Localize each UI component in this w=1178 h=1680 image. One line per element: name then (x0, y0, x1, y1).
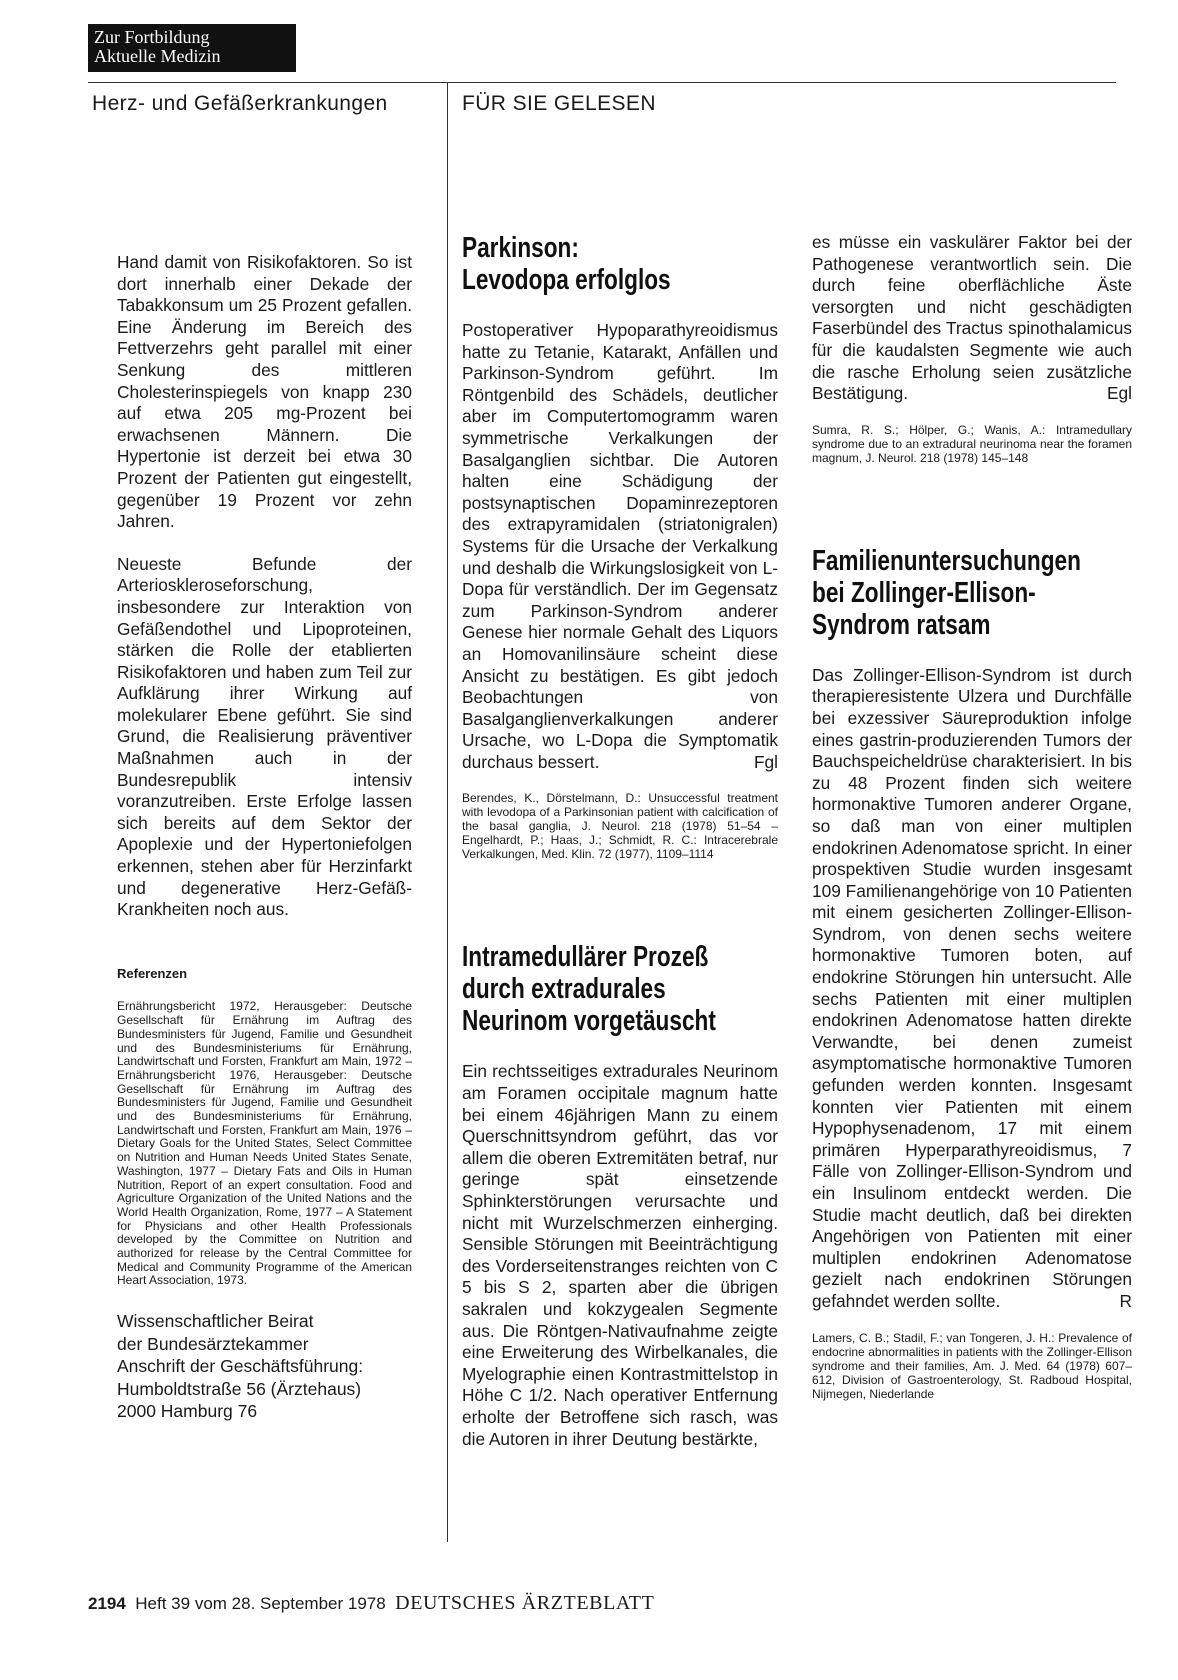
headline-line: Parkinson: (462, 232, 579, 264)
article-reference: Sumra, R. S.; Hölper, G.; Wanis, A.: Intramedullary syndrome due to an extradural neurinoma near the foramen magnum, J. Neurol. 218 (1978) 145–148 (812, 422, 1132, 465)
article-body: Postoperativer Hypoparathyreoidismus hatte zu Tetanie, Katarakt, Anfällen und Parkinson-Syndrom geführt. Im Röntgenbild des Schädels, deutlicher aber im Computertomogramm waren symmetrische Verkalkungen der Basalganglien sichtbar. Die Autoren halten eine Schädigung der postsynaptischen Dopaminrezeptoren des extrapyramidalen (striatonigralen) Systems für die Ursache der Verkalkung und deshalb die Wirkungslosigkeit von L-Dopa für verständlich. Der im Gegensatz zum Parkinson-Syndrom anderer Genese hier normale Gehalt des Liquors an Homovanilinsäure scheint diese Ansicht zu bestätigen. Es gibt jedoch Beobachtungen von Basalganglienverkalkungen anderer Ursache, wo L-Dopa die Symptomatik durchaus bessert. (462, 320, 778, 772)
headline-line: Syndrom ratsam (812, 608, 991, 641)
body-paragraph: Neueste Befunde der Arterioskleroseforschung, insbesondere zur Interaktion von Gefäßendothel und Lipoproteinen, stärken die Rolle der etablierten Risikofaktoren und haben zum Teil zur Aufklärung ihrer Wirkung auf molekularer Ebene geführt. Sie sind Grund, die Realisierung präventiver Maßnahmen auch in der Bundesrepublik intensiv voranzutreiben. Erste Erfolge lassen sich bereits auf dem Sektor der Apoplexie und der Hypertoniefolgen erkennen, stehen aber für Herzinfarkt und degenerative Herz-Gefäß-Krankheiten noch aus. (117, 553, 412, 920)
journal-name: DEUTSCHES ÄRZTEBLATT (395, 1592, 655, 1614)
article-body-continued: es müsse ein vaskulärer Faktor bei der Pathogenese verantwortlich sein. Die durch feine oberflächliche Äste versorgten und nicht geschädigten Faserbündel des Tractus spinothalamicus für die kaudalsten Segmente wie auch die rasche Erholung seien zusätzliche Bestätigung. (812, 232, 1132, 404)
body-paragraph: Hand damit von Risikofaktoren. So ist dort innerhalb einer Dekade der Tabakkonsum um 25 Prozent gefallen. Eine Änderung im Bereich des Fettverzehrs geht parallel mit einer Senkung des mittleren Cholesterinspiegels von knapp 230 auf etwa 205 mg-Prozent bei erwachsenen Männern. Die Hypertonie ist derzeit bei etwa 30 Prozent der Patienten gut eingestellt, gegenüber 19 Prozent vor zehn Jahren. (117, 252, 412, 532)
column-right (812, 232, 1132, 1401)
article-headline (462, 232, 777, 296)
editorial-board-line: der Bundesärztekammer (117, 1333, 309, 1354)
page-footer (88, 1592, 654, 1615)
section-tag (88, 24, 296, 72)
section-tag-line2: Aktuelle Medizin (94, 46, 221, 66)
editorial-board-line: Wissenschaftlicher Beirat (117, 1311, 314, 1332)
column-divider (447, 82, 448, 1542)
article-reference: Lamers, C. B.; Stadil, F.; van Tongeren, J. H.: Prevalence of endocrine abnormalities in patients with the Zollinger-Ellison syndrome and their families, Am. J. Med. 64 (1978) 607–612, Division of Gastroenterology, St. Radboud Hospital, Nijmegen, Niederlande (812, 1330, 1132, 1401)
column-left (117, 252, 412, 1423)
article-reference: Berendes, K., Dörstelmann, D.: Unsuccessful treatment with levodopa of a Parkinsonian patient with calcification of the basal ganglia, J. Neurol. 218 (1978) 51–54 – Engelhardt, P.; Haas, J.; Schmidt, R. C.: Intracerebrale Verkalkungen, Med. Klin. 72 (1977), 1109–1114 (462, 791, 778, 862)
author-sign: R (1119, 1290, 1132, 1311)
author-sign: Egl (1107, 383, 1132, 404)
section-title-right: FÜR SIE GELESEN (462, 92, 656, 115)
headline-line: Neurinom vorgetäuscht (462, 1005, 716, 1038)
article-headline (812, 545, 1131, 641)
column-middle (462, 232, 778, 1450)
author-sign: Fgl (753, 751, 778, 772)
headline-line: bei Zollinger-Ellison- (812, 576, 1036, 609)
editorial-board (117, 1310, 412, 1423)
page-number: 2194 (88, 1594, 126, 1613)
headline-line: durch extradurales (462, 973, 666, 1006)
headline-line: Intramedullärer Prozeß (462, 941, 709, 974)
editorial-board-line: Humboldtstraße 56 (Ärztehaus) (117, 1378, 362, 1399)
article-headline (462, 941, 777, 1037)
section-title-left: Herz- und Gefäßerkrankungen (92, 92, 388, 115)
headline-line: Familienuntersuchungen (812, 544, 1081, 577)
article-body: Ein rechtsseitiges extradurales Neurinom am Foramen occipitale magnum hatte bei einem 46jährigen Mann zu einem Querschnittsyndrom geführt, das vor allem die oberen Extremitäten betraf, nur geringe spät einsetzende Sphinkterstörungen verursachte und nicht mit Wurzelschmerzen einherging. Sensible Störungen mit Beeinträchtigung des Vorderseitenstranges reichten von C 5 bis S 2, sparten aber die übrigen sakralen und kokzygealen Segmente aus. Die Röntgen-Nativaufnahme zeigte eine Erweiterung des Wirbelkanales, die Myelographie einen Kontrastmittelstop in Höhe C 1/2. Nach operativer Entfernung erholte der Betroffene sich rasch, was die Autoren in ihrer Deutung bestärkte, (462, 1061, 778, 1449)
issue-info: Heft 39 vom 28. September 1978 (135, 1594, 386, 1613)
section-tag-line1: Zur Fortbildung (94, 27, 210, 47)
references-list: Ernährungsbericht 1972, Herausgeber: Deutsche Gesellschaft für Ernährung im Auftrag des Bundesministers für Jugend, Familie und Gesundheit und des Bundesministeriums für Ernährung, Landwirtschaft und Forsten, Frankfurt am Main, 1972 – Ernährungsbericht 1976, Herausgeber: Deutsche Gesellschaft für Ernährung im Auftrag des Bundesministers für Jugend, Familie und Gesundheit und des Bundesministeriums für Ernährung, Landwirtschaft und Forsten, Frankfurt am Main, 1976 – Dietary Goals for the United States, Select Committee on Nutrition and Human Needs United States Senate, Washington, 1977 – Dietary Fats and Oils in Human Nutrition, Report of an expert consultation. Food and Agriculture Organization of the United Nations and the World Health Organization, Rome, 1977 – A Statement for Physicians and other Health Professionals developed by the Committee on Nutrition and authorized for release by the Central Committee for Medical and Community Programme of the American Heart Association, 1973. (117, 999, 412, 1288)
article-body: Das Zollinger-Ellison-Syndrom ist durch therapieresistente Ulzera und Durchfälle bei exzessiver Säureproduktion infolge eines gastrin-produzierenden Tumors der Bauchspeicheldrüse charakterisiert. In bis zu 48 Prozent finden sich weitere hormonaktive Tumoren anderer Organe, so daß man von einer multiplen endokrinen Adenomatose spricht. In einer prospektiven Studie wurden insgesamt 109 Familienangehörige von 10 Patienten mit einem gesicherten Zollinger-Ellison-Syndrom, von denen sechs weitere hormonaktive Tumoren boten, auf endokrine Störungen hin untersucht. Alle sechs Patienten mit einer multiplen endokrinen Adenomatose hatten direkte Verwandte, bei denen zumeist asymptomatische hormonaktive Tumoren gefunden werden konnten. Insgesamt konnten vier Patienten mit einem Hypophysenadenom, 17 mit einem primären Hyperparathyreoidismus, 7 Fälle von Zollinger-Ellison-Syndrom und ein Insulinom entdeckt werden. Die Studie macht deutlich, daß bei direkten Angehörigen von Patienten mit einer multiplen endokrinen Adenomatose gezielt nach endokrinen Störungen gefahndet werden sollte. (812, 664, 1132, 1311)
headline-line: Levodopa erfolglos (462, 264, 671, 296)
editorial-board-line: Anschrift der Geschäftsführung: (117, 1356, 364, 1377)
top-rule (88, 82, 1116, 83)
references-heading: Referenzen (117, 965, 188, 981)
editorial-board-line: 2000 Hamburg 76 (117, 1401, 258, 1422)
